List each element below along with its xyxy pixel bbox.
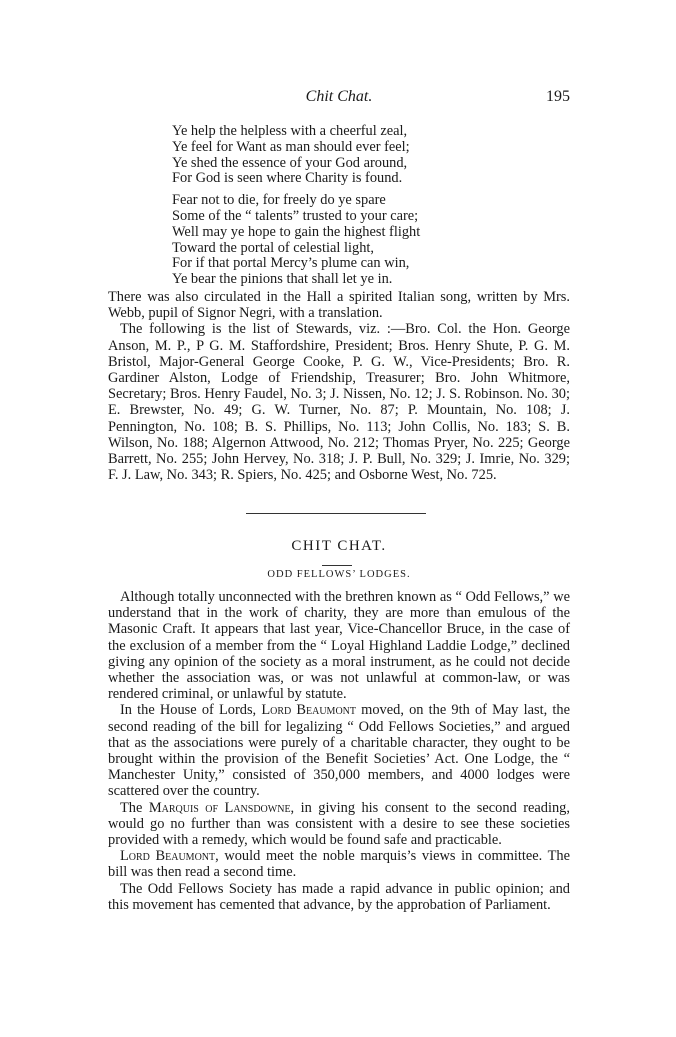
article-paragraph-1: Although totally unconnected with the brethren known as “ Odd Fellows,” we understand that in the work of charity, they are more than emulous of the Masonic Craft. It appears that last year, Vice-Chancellor Bruce, in the case of the exclusion of a member from the “ Loyal Highland Laddie Lodge,” declined giving any opinion of the society as a moral instrument, as he could not decide whether the association was, or was not unlawful at common-law, or was rendered criminal, or unlawful by statute. — [108, 589, 570, 703]
poem-line: Fear not to die, for freely do ye spare — [172, 192, 386, 209]
paragraph-text: , would meet the noble marquis’s views in committee. The bill was then read a second time. — [108, 848, 570, 881]
poem-line: Ye feel for Want as man should ever feel; — [172, 138, 410, 155]
person-name: Lord Beaumont — [120, 848, 216, 865]
poem-line: For if that portal Mercy’s plume can win, — [172, 255, 410, 272]
poem-line: Ye bear the pinions that shall let ye in. — [172, 271, 393, 288]
running-head — [108, 88, 570, 110]
article-body — [108, 589, 570, 913]
poem-line: Toward the portal of celestial light, — [172, 239, 374, 256]
page-number: 195 — [546, 88, 570, 105]
poem-line: Some of the “ talents” trusted to your care; — [172, 207, 419, 224]
article-paragraph-5: The Odd Fellows Society has made a rapid advance in public opinion; and this movement has cemented that advance, by the approbation of Parliament. — [108, 880, 570, 913]
section-subtitle: ODD FELLOWS’ LODGES. — [267, 569, 411, 580]
stewards-section — [108, 289, 570, 483]
running-title: Chit Chat. — [305, 88, 373, 105]
person-name: Marquis of Lansdowne — [148, 799, 291, 816]
poem — [172, 124, 552, 294]
poem-line: For God is seen where Charity is found. — [172, 170, 403, 187]
poem-line: Well may ye hope to gain the highest flight — [172, 223, 421, 240]
section-title: CHIT CHAT. — [291, 538, 387, 554]
poem-line: Ye help the helpless with a cheerful zeal, — [172, 123, 408, 139]
poem-line: Ye shed the essence of your God around, — [172, 154, 408, 171]
paragraph-text: , in giving his consent to the second reading, would go no further than was consistent with a desire to see these societies provided with a remedy, which would be found safe and practicable. — [108, 799, 570, 849]
stewards-list-paragraph: The following is the list of Stewards, viz. :—Bro. Col. the Hon. George Anson, M. P., P G. M. Staffordshire, President; Bros. Henry Shute, P. G. M. Bristol, Major-General George Cooke, P. G. W., Vice-Presidents; Bro. R. Gardiner Alston, Lodge of Friendship, Treasurer; Bro. John Whitmore, Secretary; Bros. Henry Faudel, No. 3; J. Nissen, No. 12; J. S. Robinson. No. 30; E. Brewster, No. 49; G. W. Turner, No. 87; P. Mountain, No. 108; J. Pennington, No. 108; B. S. Phillips, No. 113; John Collis, No. 183; S. B. Wilson, No. 188; Algernon Attwood, No. 212; Thomas Pryer, No. 225; George Barrett, No. 255; John Hervey, No. 318; J. P. Bull, No. 329; J. Imrie, No. 329; F. J. Law, No. 343; R. Spiers, No. 425; and Osborne West, No. 725. — [108, 321, 570, 484]
poem-stanza-2 — [172, 193, 552, 288]
title-underline — [322, 565, 352, 566]
paragraph-text: moved, on the 9th of May last, the second reading of the bill for legalizing “ Odd Fellows Societies,” and argued that as the associations were purely of a charitable character, they ought to be brought within the provision of the Benefit Societies’ Act. One Lodge, the “ Manchester Unity,” consisted of 350,000 members, and 4000 lodges were scattered over the country. — [108, 702, 570, 800]
poem-stanza-1 — [172, 124, 552, 187]
paragraph-lead: In the House of Lords, — [120, 702, 257, 719]
article-paragraph-3 — [108, 800, 570, 849]
section-divider — [246, 513, 426, 514]
person-name: Lord Beaumont — [261, 702, 356, 719]
paragraph-lead: The — [120, 799, 143, 816]
song-paragraph: There was also circulated in the Hall a spirited Italian song, written by Mrs. Webb, pupil of Signor Negri, with a translation. — [108, 289, 570, 322]
article-paragraph-4 — [108, 848, 570, 880]
article-paragraph-2 — [108, 702, 570, 799]
